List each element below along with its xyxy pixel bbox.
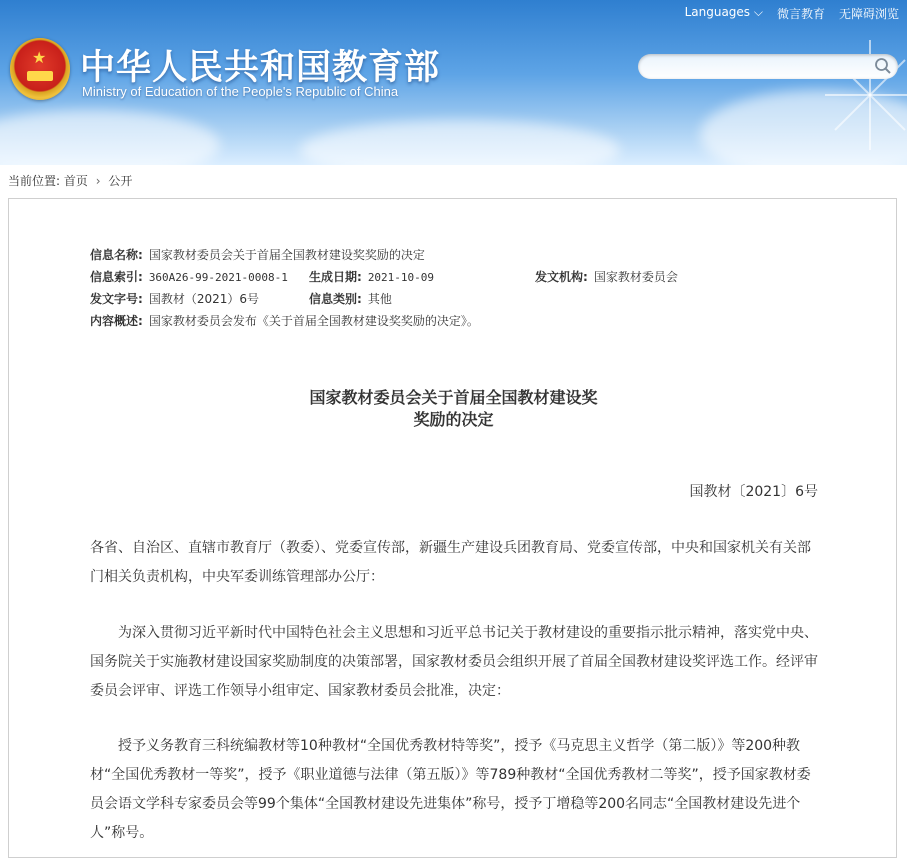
info-row-index	[90, 266, 678, 288]
info-docno-value: 国教材（2021）6号	[148, 292, 259, 306]
cloud-decoration	[300, 120, 620, 165]
info-date-value: 2021-10-09	[367, 271, 435, 284]
document-paragraph-1: 为深入贯彻习近平新时代中国特色社会主义思想和习近平总书记关于教材建设的重要指示批示精神，落实党中央、国务院关于实施教材建设国家奖励制度的决策部署，国家教材委员会组织开展了首届全国教材建设奖评选工作。经评审委员会评审、评选工作领导小组审定、国家教材委员会批准，决定：	[90, 625, 818, 699]
info-org-label: 发文机构:	[535, 270, 588, 284]
document-title	[9, 387, 898, 431]
info-row-summary	[90, 310, 479, 332]
search-input[interactable]	[650, 57, 874, 77]
info-type-value: 其他	[367, 292, 392, 306]
breadcrumb-public[interactable]: 公开	[108, 174, 133, 188]
gate-icon	[27, 71, 53, 81]
info-index-label: 信息索引:	[90, 270, 143, 284]
site-subtitle: Ministry of Education of the People's Republic of China	[82, 84, 399, 99]
header-banner	[0, 0, 907, 165]
info-summary-label: 内容概述:	[90, 314, 143, 328]
chevron-right-icon: ›	[95, 174, 101, 188]
info-date-label: 生成日期:	[309, 270, 362, 284]
snowflake-decoration	[820, 30, 907, 160]
info-summary-value: 国家教材委员会发布《关于首届全国教材建设奖奖励的决定》。	[148, 314, 479, 328]
search-icon[interactable]	[874, 57, 892, 75]
breadcrumb	[8, 172, 132, 189]
star-icon: ★	[32, 48, 47, 67]
search-box	[638, 54, 898, 79]
info-row-docno	[90, 288, 479, 310]
info-org-value: 国家教材委员会	[593, 270, 678, 284]
breadcrumb-home[interactable]: 首页	[63, 174, 88, 188]
content-panel	[8, 198, 897, 858]
accessibility-link[interactable]: 无障碍浏览	[838, 7, 899, 21]
breadcrumb-prefix: 当前位置:	[8, 174, 61, 188]
top-links	[685, 5, 899, 22]
national-emblem-icon[interactable]	[10, 38, 70, 100]
info-table	[90, 244, 678, 332]
document-number: 国教材〔2021〕6号	[689, 484, 818, 500]
info-docno-label: 发文字号:	[90, 292, 143, 306]
info-type-label: 信息类别:	[309, 292, 362, 306]
info-name-value: 国家教材委员会关于首届全国教材建设奖奖励的决定	[148, 248, 425, 262]
document-title-line2: 奖励的决定	[413, 410, 494, 429]
weiyan-education-link[interactable]: 微言教育	[776, 7, 825, 21]
info-row-name	[90, 244, 479, 266]
document-paragraph-2: 授予义务教育三科统编教材等10种教材“全国优秀教材特等奖”，授予《马克思主义哲学（第二版）》等200种教材“全国优秀教材一等奖”，授予《职业道德与法律（第五版）》等789种教材“全国优秀教材二等奖”，授予国家教材委员会语文学科专家委员会等99个集体“全国教材建设先进集体”称号，授予丁增稳等200名同志“全国教材建设先进个人”称号。	[90, 738, 811, 841]
info-index-value: 360A26-99-2021-0008-1	[148, 271, 288, 284]
cloud-decoration	[0, 110, 220, 165]
languages-link[interactable]: Languages ⌵	[684, 5, 763, 19]
document-addressee: 各省、自治区、直辖市教育厅（教委）、党委宣传部，新疆生产建设兵团教育局、党委宣传部，中央和国家机关有关部门相关负责机构，中央军委训练管理部办公厅：	[90, 540, 811, 585]
document-title-line1: 国家教材委员会关于首届全国教材建设奖	[309, 388, 598, 407]
info-name-label: 信息名称:	[90, 248, 143, 262]
site-title[interactable]: 中华人民共和国教育部	[80, 48, 441, 88]
